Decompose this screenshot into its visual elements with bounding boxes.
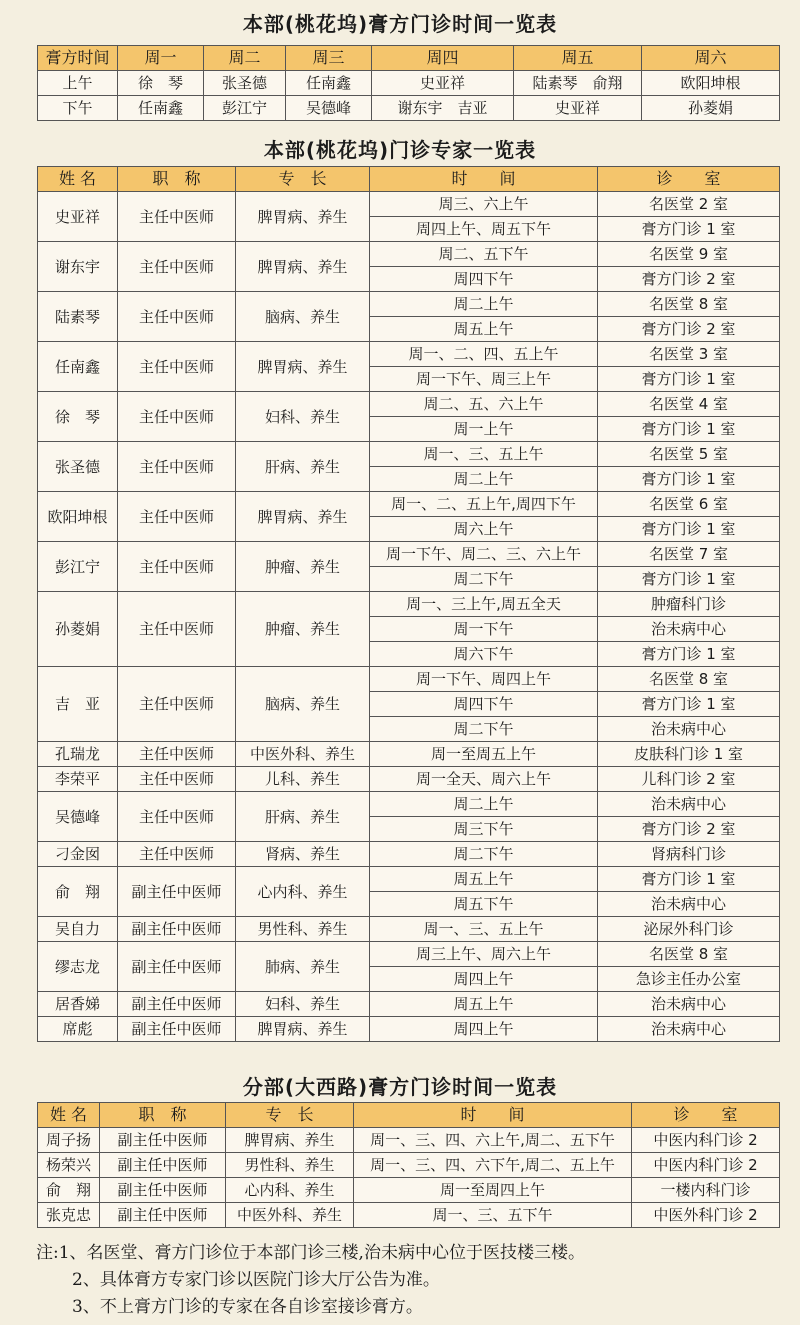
- row-header: 下午: [38, 96, 118, 121]
- table-row: [38, 1017, 780, 1042]
- doctor-title: 主任中医师: [118, 792, 236, 842]
- doctor-title: 主任中医师: [118, 742, 236, 767]
- doctor-title: 主任中医师: [118, 292, 236, 342]
- clinic-room: 急诊主任办公室: [598, 967, 780, 992]
- table-header-row: [38, 167, 780, 192]
- table-row: [38, 242, 780, 267]
- note-1: 注:1、名医堂、膏方门诊位于本部门诊三楼,治未病中心位于医技楼三楼。: [36, 1243, 585, 1263]
- clinic-time: 周一下午、周四上午: [370, 667, 598, 692]
- table-row: [38, 867, 780, 892]
- doctor-name: 欧阳坤根: [38, 492, 118, 542]
- clinic-time: 周一、三、五上午: [370, 917, 598, 942]
- clinic-room: 治未病中心: [598, 992, 780, 1017]
- table-row: [38, 442, 780, 467]
- clinic-time: 周六下午: [370, 642, 598, 667]
- clinic-room: 治未病中心: [598, 892, 780, 917]
- table-row: [38, 1128, 780, 1153]
- doctor-specialty: 脾胃病、养生: [236, 242, 370, 292]
- doctor-title: 主任中医师: [118, 342, 236, 392]
- clinic-room: 泌尿外科门诊: [598, 917, 780, 942]
- clinic-time: 周五下午: [370, 892, 598, 917]
- doctor-title: 副主任中医师: [100, 1178, 226, 1203]
- column-header: 周一: [118, 46, 204, 71]
- clinic-time: 周一下午: [370, 617, 598, 642]
- clinic-time: 周二下午: [370, 717, 598, 742]
- clinic-time: 周一至周五上午: [370, 742, 598, 767]
- column-header: 周三: [286, 46, 372, 71]
- clinic-time: 周一至周四上午: [354, 1178, 632, 1203]
- doctor-title: 副主任中医师: [118, 992, 236, 1017]
- title-schedule-branch: 分部(大西路)膏方门诊时间一览表: [242, 1075, 558, 1099]
- doctor-specialty: 脾胃病、养生: [236, 192, 370, 242]
- table-row: [38, 917, 780, 942]
- doctor-title: 主任中医师: [118, 492, 236, 542]
- clinic-room: 名医堂 8 室: [598, 292, 780, 317]
- column-header: 周五: [514, 46, 642, 71]
- clinic-room: 膏方门诊 1 室: [598, 367, 780, 392]
- clinic-room: 名医堂 7 室: [598, 542, 780, 567]
- column-header: 周六: [642, 46, 780, 71]
- doctor-name: 席彪: [38, 1017, 118, 1042]
- column-header: 时 间: [370, 167, 598, 192]
- table-cell: 史亚祥: [514, 96, 642, 121]
- table-branch-schedule: [37, 1102, 780, 1228]
- clinic-room: 中医内科门诊 2: [632, 1128, 780, 1153]
- doctor-specialty: 中医外科、养生: [236, 742, 370, 767]
- table-experts: [37, 166, 780, 1042]
- clinic-time: 周四下午: [370, 692, 598, 717]
- doctor-name: 徐 琴: [38, 392, 118, 442]
- doctor-title: 主任中医师: [118, 392, 236, 442]
- clinic-room: 治未病中心: [598, 717, 780, 742]
- clinic-time: 周一全天、周六上午: [370, 767, 598, 792]
- doctor-title: 主任中医师: [118, 767, 236, 792]
- column-header: 姓 名: [38, 167, 118, 192]
- table-row: [38, 992, 780, 1017]
- clinic-room: 肾病科门诊: [598, 842, 780, 867]
- table-header-row: [38, 1103, 780, 1128]
- doctor-name: 张圣德: [38, 442, 118, 492]
- doctor-specialty: 肾病、养生: [236, 842, 370, 867]
- clinic-time: 周五上午: [370, 992, 598, 1017]
- table-row: [38, 392, 780, 417]
- doctor-specialty: 心内科、养生: [226, 1178, 354, 1203]
- doctor-title: 主任中医师: [118, 442, 236, 492]
- doctor-title: 副主任中医师: [100, 1203, 226, 1228]
- doctor-specialty: 肿瘤、养生: [236, 592, 370, 667]
- doctor-specialty: 脾胃病、养生: [226, 1128, 354, 1153]
- table-row: [38, 942, 780, 967]
- clinic-time: 周五上午: [370, 867, 598, 892]
- clinic-room: 名医堂 8 室: [598, 667, 780, 692]
- clinic-room: 膏方门诊 2 室: [598, 267, 780, 292]
- table-cell: 吴德峰: [286, 96, 372, 121]
- table-cell: 彭江宁: [204, 96, 286, 121]
- column-header: 时 间: [354, 1103, 632, 1128]
- doctor-name: 孙菱娟: [38, 592, 118, 667]
- doctor-title: 副主任中医师: [100, 1128, 226, 1153]
- clinic-room: 膏方门诊 2 室: [598, 817, 780, 842]
- doctor-title: 主任中医师: [118, 667, 236, 742]
- table-cell: 徐 琴: [118, 71, 204, 96]
- doctor-specialty: 心内科、养生: [236, 867, 370, 917]
- clinic-time: 周一上午: [370, 417, 598, 442]
- table-row: [38, 1153, 780, 1178]
- clinic-room: 皮肤科门诊 1 室: [598, 742, 780, 767]
- column-header: 周四: [372, 46, 514, 71]
- doctor-title: 主任中医师: [118, 192, 236, 242]
- clinic-time: 周一、二、五上午,周四下午: [370, 492, 598, 517]
- table-row: [38, 767, 780, 792]
- clinic-room: 膏方门诊 2 室: [598, 317, 780, 342]
- clinic-room: 中医内科门诊 2: [632, 1153, 780, 1178]
- clinic-room: 名医堂 3 室: [598, 342, 780, 367]
- table-cell: 陆素琴 俞翔: [514, 71, 642, 96]
- doctor-specialty: 妇科、养生: [236, 992, 370, 1017]
- clinic-room: 名医堂 8 室: [598, 942, 780, 967]
- notes: [36, 1240, 796, 1321]
- clinic-time: 周二下午: [370, 567, 598, 592]
- table-row: [38, 292, 780, 317]
- clinic-room: 膏方门诊 1 室: [598, 517, 780, 542]
- table-row: [38, 71, 780, 96]
- doctor-title: 副主任中医师: [118, 917, 236, 942]
- doctor-specialty: 妇科、养生: [236, 392, 370, 442]
- clinic-room: 名医堂 6 室: [598, 492, 780, 517]
- table-row: [38, 192, 780, 217]
- doctor-title: 副主任中医师: [100, 1153, 226, 1178]
- column-header: 职 称: [118, 167, 236, 192]
- clinic-room: 膏方门诊 1 室: [598, 417, 780, 442]
- doctor-title: 主任中医师: [118, 592, 236, 667]
- table-row: [38, 342, 780, 367]
- doctor-name: 彭江宁: [38, 542, 118, 592]
- doctor-name: 吉 亚: [38, 667, 118, 742]
- clinic-room: 治未病中心: [598, 617, 780, 642]
- doctor-specialty: 男性科、养生: [236, 917, 370, 942]
- table-cell: 史亚祥: [372, 71, 514, 96]
- table-row: [38, 492, 780, 517]
- table-row: [38, 667, 780, 692]
- clinic-room: 膏方门诊 1 室: [598, 867, 780, 892]
- column-header: 职 称: [100, 1103, 226, 1128]
- table-row: [38, 792, 780, 817]
- doctor-title: 副主任中医师: [118, 1017, 236, 1042]
- title-experts-main: 本部(桃花坞)门诊专家一览表: [263, 138, 537, 162]
- clinic-room: 膏方门诊 1 室: [598, 642, 780, 667]
- doctor-title: 主任中医师: [118, 842, 236, 867]
- table-row: [38, 842, 780, 867]
- doctor-name: 杨荣兴: [38, 1153, 100, 1178]
- doctor-name: 张克忠: [38, 1203, 100, 1228]
- doctor-name: 谢东宇: [38, 242, 118, 292]
- doctor-specialty: 肺病、养生: [236, 942, 370, 992]
- doctor-name: 任南鑫: [38, 342, 118, 392]
- doctor-specialty: 脑病、养生: [236, 292, 370, 342]
- clinic-room: 儿科门诊 2 室: [598, 767, 780, 792]
- clinic-time: 周六上午: [370, 517, 598, 542]
- clinic-room: 名医堂 9 室: [598, 242, 780, 267]
- doctor-name: 孔瑞龙: [38, 742, 118, 767]
- table-header-row: [38, 46, 780, 71]
- clinic-room: 膏方门诊 1 室: [598, 567, 780, 592]
- clinic-time: 周五上午: [370, 317, 598, 342]
- doctor-name: 吴自力: [38, 917, 118, 942]
- clinic-time: 周二上午: [370, 292, 598, 317]
- clinic-room: 膏方门诊 1 室: [598, 467, 780, 492]
- clinic-room: 膏方门诊 1 室: [598, 692, 780, 717]
- table-cell: 张圣德: [204, 71, 286, 96]
- clinic-room: 名医堂 4 室: [598, 392, 780, 417]
- doctor-specialty: 脑病、养生: [236, 667, 370, 742]
- clinic-room: 治未病中心: [598, 792, 780, 817]
- doctor-name: 刁金囡: [38, 842, 118, 867]
- clinic-time: 周一、三、五下午: [354, 1203, 632, 1228]
- column-header: 姓 名: [38, 1103, 100, 1128]
- clinic-room: 肿瘤科门诊: [598, 592, 780, 617]
- clinic-time: 周一、三、四、六下午,周二、五上午: [354, 1153, 632, 1178]
- clinic-time: 周四下午: [370, 267, 598, 292]
- clinic-time: 周四上午: [370, 967, 598, 992]
- column-header: 专 长: [236, 167, 370, 192]
- table-cell: 孙菱娟: [642, 96, 780, 121]
- clinic-time: 周二下午: [370, 842, 598, 867]
- table-cell: 欧阳坤根: [642, 71, 780, 96]
- clinic-time: 周一下午、周三上午: [370, 367, 598, 392]
- table-row: [38, 1178, 780, 1203]
- clinic-time: 周一、三上午,周五全天: [370, 592, 598, 617]
- doctor-name: 居香娣: [38, 992, 118, 1017]
- clinic-time: 周二、五、六上午: [370, 392, 598, 417]
- doctor-name: 俞 翔: [38, 1178, 100, 1203]
- doctor-specialty: 中医外科、养生: [226, 1203, 354, 1228]
- clinic-time: 周二上午: [370, 792, 598, 817]
- column-header: 专 长: [226, 1103, 354, 1128]
- row-header: 上午: [38, 71, 118, 96]
- doctor-name: 李荣平: [38, 767, 118, 792]
- column-header: 膏方时间: [38, 46, 118, 71]
- clinic-time: 周三下午: [370, 817, 598, 842]
- clinic-time: 周三上午、周六上午: [370, 942, 598, 967]
- clinic-time: 周四上午、周五下午: [370, 217, 598, 242]
- doctor-specialty: 脾胃病、养生: [236, 1017, 370, 1042]
- doctor-specialty: 脾胃病、养生: [236, 492, 370, 542]
- doctor-title: 主任中医师: [118, 542, 236, 592]
- clinic-time: 周四上午: [370, 1017, 598, 1042]
- clinic-time: 周三、六上午: [370, 192, 598, 217]
- table-cell: 任南鑫: [286, 71, 372, 96]
- table-row: [38, 542, 780, 567]
- doctor-title: 副主任中医师: [118, 942, 236, 992]
- doctor-name: 陆素琴: [38, 292, 118, 342]
- column-header: 诊 室: [598, 167, 780, 192]
- note-3: 3、不上膏方门诊的专家在各自诊室接诊膏方。: [72, 1297, 423, 1317]
- title-schedule-main: 本部(桃花坞)膏方门诊时间一览表: [242, 12, 558, 36]
- clinic-room: 一楼内科门诊: [632, 1178, 780, 1203]
- clinic-room: 名医堂 2 室: [598, 192, 780, 217]
- doctor-name: 史亚祥: [38, 192, 118, 242]
- table-main-schedule: [37, 45, 780, 121]
- doctor-specialty: 脾胃病、养生: [236, 342, 370, 392]
- doctor-specialty: 肿瘤、养生: [236, 542, 370, 592]
- clinic-room: 名医堂 5 室: [598, 442, 780, 467]
- doctor-title: 副主任中医师: [118, 867, 236, 917]
- table-cell: 谢东宇 吉亚: [372, 96, 514, 121]
- clinic-room: 治未病中心: [598, 1017, 780, 1042]
- table-row: [38, 1203, 780, 1228]
- table-row: [38, 592, 780, 617]
- doctor-title: 主任中医师: [118, 242, 236, 292]
- clinic-time: 周二上午: [370, 467, 598, 492]
- doctor-specialty: 肝病、养生: [236, 792, 370, 842]
- clinic-time: 周一、二、四、五上午: [370, 342, 598, 367]
- table-row: [38, 96, 780, 121]
- doctor-name: 俞 翔: [38, 867, 118, 917]
- doctor-specialty: 肝病、养生: [236, 442, 370, 492]
- doctor-name: 缪志龙: [38, 942, 118, 992]
- doctor-name: 周子扬: [38, 1128, 100, 1153]
- clinic-time: 周一、三、五上午: [370, 442, 598, 467]
- clinic-room: 膏方门诊 1 室: [598, 217, 780, 242]
- table-cell: 任南鑫: [118, 96, 204, 121]
- clinic-time: 周一、三、四、六上午,周二、五下午: [354, 1128, 632, 1153]
- clinic-time: 周二、五下午: [370, 242, 598, 267]
- clinic-time: 周一下午、周二、三、六上午: [370, 542, 598, 567]
- clinic-room: 中医外科门诊 2: [632, 1203, 780, 1228]
- column-header: 周二: [204, 46, 286, 71]
- table-row: [38, 742, 780, 767]
- note-2: 2、具体膏方专家门诊以医院门诊大厅公告为准。: [72, 1270, 440, 1290]
- doctor-specialty: 儿科、养生: [236, 767, 370, 792]
- column-header: 诊 室: [632, 1103, 780, 1128]
- doctor-name: 吴德峰: [38, 792, 118, 842]
- doctor-specialty: 男性科、养生: [226, 1153, 354, 1178]
